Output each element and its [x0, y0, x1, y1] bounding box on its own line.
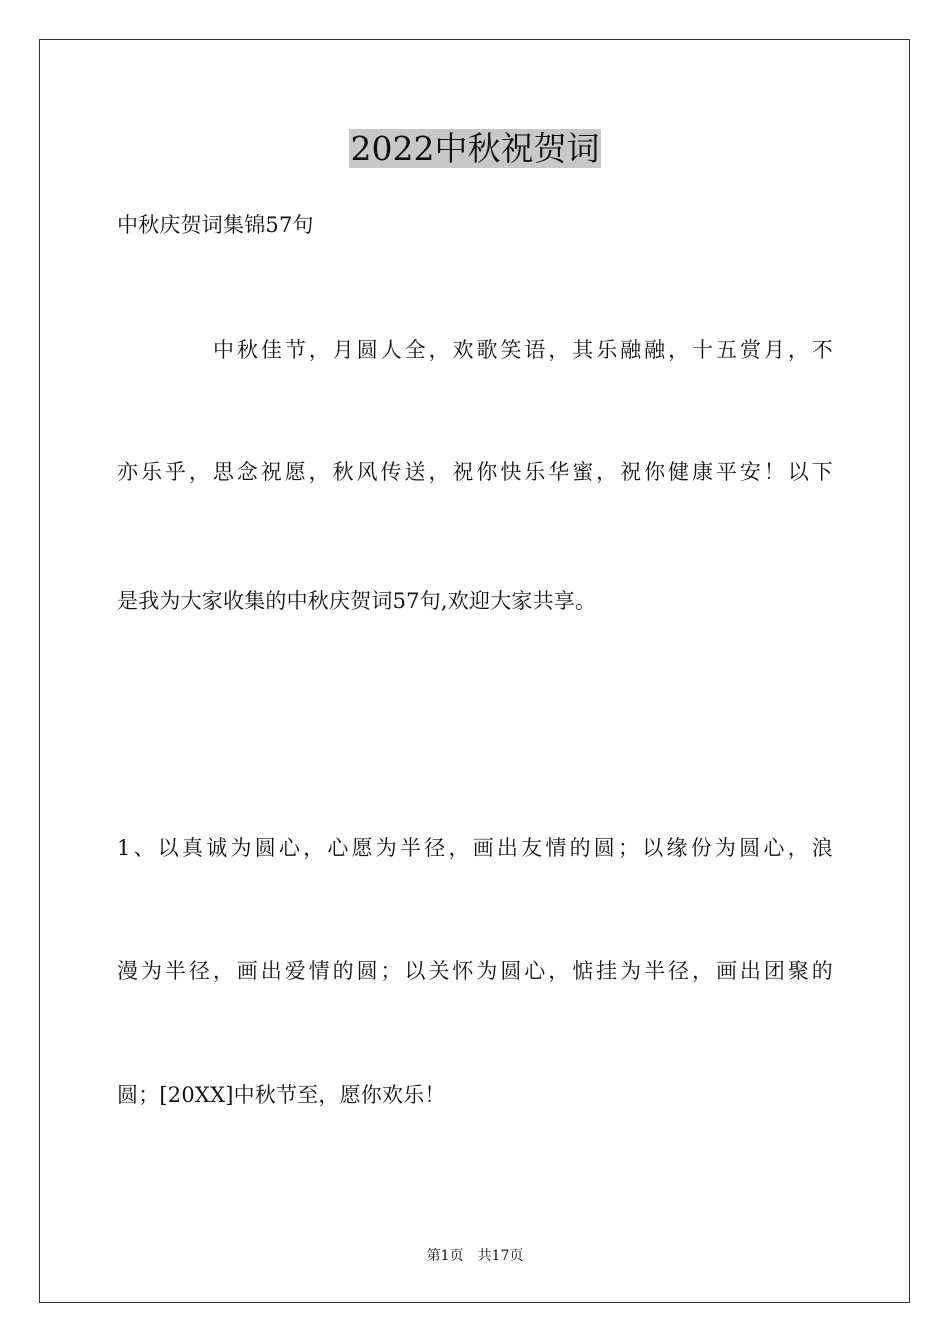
page-footer	[0, 1247, 950, 1265]
paragraph-1-line-1: 中秋佳节，月圆人全，欢歌笑语，其乐融融，十五赏月，不	[213, 338, 833, 362]
paragraph-2-line-3: 圆；[20XX]中秋节至，愿你欢乐！	[117, 1083, 446, 1107]
page-total: 共17页	[477, 1248, 524, 1264]
document-subtitle: 中秋庆贺词集锦57句	[117, 213, 314, 237]
paragraph-1-line-3: 是我为大家收集的中秋庆贺词57句,欢迎大家共享。	[117, 589, 597, 613]
document-title-text: 2022中秋祝贺词	[350, 129, 600, 168]
page-number: 第1页	[426, 1248, 464, 1264]
paragraph-1-line-2: 亦乐乎，思念祝愿，秋风传送，祝你快乐华蜜，祝你健康平安！以下	[117, 460, 833, 484]
paragraph-2-line-1: 1、以真诚为圆心，心愿为半径，画出友情的圆；以缘份为圆心，浪	[117, 836, 833, 860]
document-title	[0, 128, 950, 170]
paragraph-2-line-2: 漫为半径，画出爱情的圆；以关怀为圆心，惦挂为半径，画出团聚的	[117, 959, 833, 983]
